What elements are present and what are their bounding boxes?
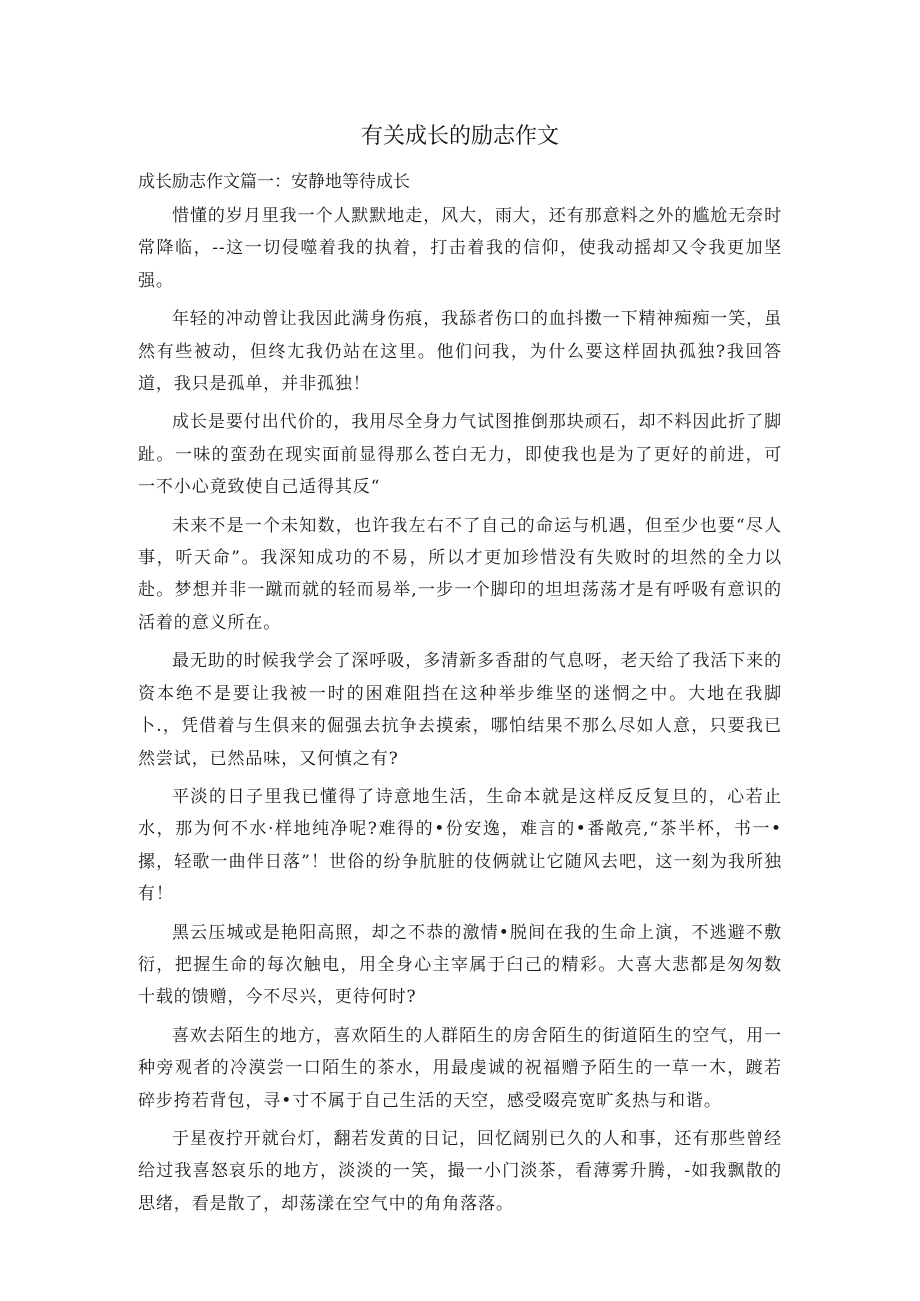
section-heading: 成长励志作文篇一：安静地等待成长 [138, 172, 410, 192]
paragraph-1: 惜懂的岁月里我一个人默默地走，风大，雨大，还有那意料之外的尴尬无奈时常降临，--这一切侵噬着我的执着，打击着我的信仰，使我动摇却又令我更加坚强。 [138, 206, 782, 291]
paragraph-2: 年轻的冲动曾让我因此满身伤痕，我舔者伤口的血抖擞一下精神痴痴一笑，虽然有些被动，但终尢我仍站在这里。他们问我，为什么要这样固执孤独?我回答道，我只是孤单，并非孤独！ [138, 309, 782, 395]
paragraph-6: 平淡的日子里我已懂得了诗意地生活，生命本就是这样反反复旦的，心若止水，那为何不水·样地纯净呢?难得的•份安逸，难言的•番敞亮,“茶半杯，书一•摞，轻歌一曲伴日落”！世俗的纷争肮脏的伎俩就让它随风去吧，这一刻为我所独有！ [138, 786, 782, 905]
paragraph-9: 于星夜拧开就台灯，翻若发黄的日记，回忆阔别已久的人和事，还有那些曾经给过我喜怒哀乐的地方，淡淡的一笑，撮一小门淡茶，看薄雾升腾，-如我飘散的思绪，看是散了，却荡漾在空气中的角角落落。 [138, 1128, 782, 1214]
essay-body [138, 200, 782, 1226]
paragraph-3: 成长是要付出代价的，我用尽全身力气试图推倒那块顽石，却不料因此折了脚趾。一味的蛮劲在现实面前显得那么苍白无力，即使我也是为了更好的前进，可一不小心竟致使自己适得其反“ [138, 412, 782, 498]
paragraph-7: 黑云压城或是艳阳高照，却之不恭的激情•脱间在我的生命上演，不逃避不敷衍，把握生命的每次触电，用全身心主宰属于臼己的精彩。大喜大悲都是匆匆数十载的馈赠，今不尽兴，更待何时? [138, 922, 782, 1008]
paragraph-5: 最无助的时候我学会了深呼吸，多清新多香甜的气息呀，老天给了我活下来的资本绝不是要让我被一时的困难阻挡在这种举步维坚的迷惘之中。大地在我脚卜.，凭借着与生俱来的倔强去抗争去摸索，哪怕结果不那么尽如人意，只要我已然尝试，已然品味，又何慎之有? [138, 651, 782, 769]
document-title: 有关成长的励志作文 [360, 124, 559, 149]
paragraph-8: 喜欢去陌生的地方，喜欢陌生的人群陌生的房舍陌生的街道陌生的空气，用一种旁观者的冷漠尝一口陌生的茶水，用最虔诚的祝福赠予陌生的一草一木，踱若碎步挎若背包，寻•寸不属于自己生活的天空，感受啜亮宽旷炙热与和谐。 [138, 1025, 782, 1111]
paragraph-4: 未来不是一个未知数，也许我左右不了自己的命运与机遇，但至少也要“尽人事，听天命”。我深知成功的不易，所以才更加珍惜没有失败时的坦然的全力以赴。梦想并非一蹴而就的轻而易举,一步一个脚印的坦坦荡荡才是有呼吸有意识的活着的意义所在。 [138, 515, 782, 633]
